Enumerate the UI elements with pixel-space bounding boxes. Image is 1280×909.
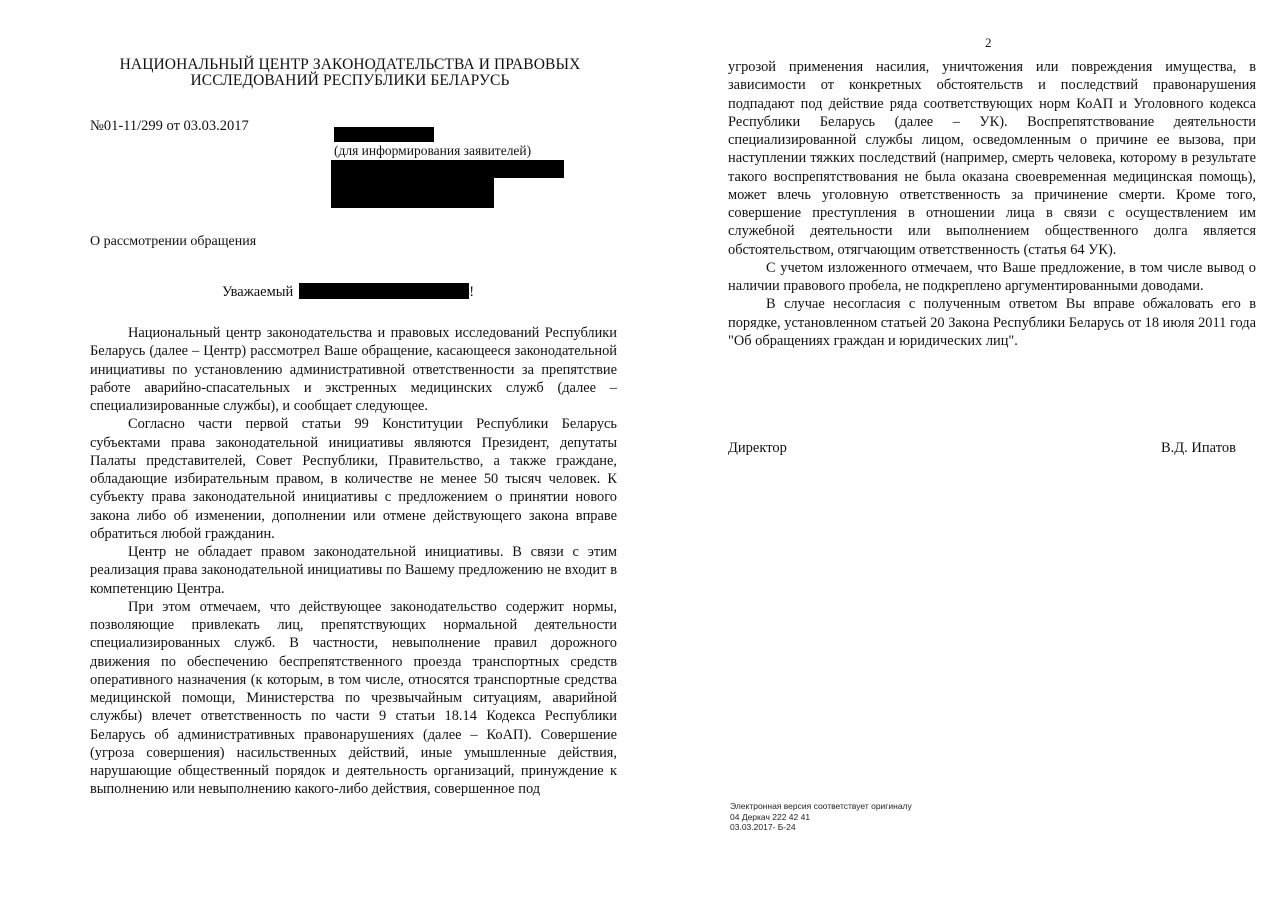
redacted-addressee-name [299, 283, 469, 299]
paragraph: Центр не обладает правом законодательной инициативы. В связи с этим реализация права законодательной инициативы по Вашему предложению не входит в компетенцию Центра. [90, 544, 617, 597]
paragraph: В случае несогласия с полученным ответом Вы вправе обжаловать его в порядке, установленном статьей 20 Закона Республики Беларусь от 18 июля 2011 года "Об обращениях граждан и юридических лиц". [728, 296, 1256, 349]
paragraph: Согласно части первой статьи 99 Конституции Республики Беларусь субъектами права законодательной инициативы являются Президент, депутаты Палаты представителей, Совет Республики, Правительство, а также граждане, обладающие избирательным правом, в количестве не менее 50 тысяч человек. К субъекту права законодательной инициативы с предложением о принятии нового закона либо об изменении, дополнении или отмене действующего закона вправе обратиться любой гражданин. [90, 416, 617, 542]
paragraph-continuation: угрозой применения насилия, уничтожения или повреждения имущества, в зависимости от конкретных обстоятельств и последствий правонарушения подпадают под действие ряда соответствующих норм КоАП и Уголовного кодекса Республики Беларусь (далее – УК). Воспрепятствование деятельности специализированной службы лицом, осведомленным о причине ее вызова, при наступлении тяжких последствий (например, смерть человека, которому в результате такого воспрепятствования не была оказана своевременная медицинская помощь), может влечь уголовную ответственность за причинение смерти. Кроме того, совершение преступления в отношении лица в связи с осуществлением им служебной деятельности или выполнением общественного долга является обстоятельством, отягчающим ответственность (статья 64 УК). [728, 59, 1256, 258]
redacted-recipient-name [334, 127, 434, 142]
greeting-prefix: Уважаемый [222, 284, 294, 300]
greeting [222, 283, 474, 301]
redacted-recipient-address-1 [331, 160, 564, 178]
page-number: 2 [985, 35, 992, 50]
redacted-recipient-address-2 [331, 177, 494, 208]
letter-subject: О рассмотрении обращения [90, 234, 257, 249]
signer-title: Директор [728, 440, 787, 456]
paragraph: При этом отмечаем, что действующее законодательство содержит нормы, позволяющие привлекать лиц, препятствующих нормальной деятельности специализированных служб. В частности, невыполнение правил дорожного движения по обеспечению беспрепятственного проезда транспортных средств оперативного назначения (к которым, в том числе, относятся транспортные средства медицинской помощи, Министерства по чрезвычайным ситуациям, аварийной службы) влечет ответственность по части 9 статьи 18.14 Кодекса Республики Беларусь об административных правонарушениях (далее – КоАП). Совершение (угроза совершения) насильственных действий, иные умышленные действия, нарушающие общественный порядок и деятельность организаций, принуждение к выполнению или невыполнению какого-либо действия, совершенное под [90, 598, 617, 798]
paragraph: Национальный центр законодательства и правовых исследований Республики Беларусь (далее – Центр) рассмотрел Ваше обращение, касающееся законодательной инициативы по установлению административной ответственности за препятствие работе аварийно-спасательных и экстренных медицинских служб (далее – специализированные службы), и сообщает следующее. [90, 325, 617, 414]
executor-footer [730, 801, 912, 833]
greeting-suffix: ! [469, 284, 475, 300]
footer-line: Электронная версия соответствует оригиналу [730, 801, 912, 811]
letter-body-continued [728, 58, 1256, 350]
footer-line: 04 Деркач 222 42 41 [730, 811, 811, 822]
registration-number: №01-11/299 от 03.03.2017 [90, 118, 249, 134]
paragraph: С учетом изложенного отмечаем, что Ваше предложение, в том числе вывод о наличии правового пробела, не подкреплено аргументированными доводами. [728, 259, 1256, 294]
letter-body [90, 324, 617, 799]
footer-line: 03.03.2017- Б-24 [730, 822, 796, 832]
organization-heading: НАЦИОНАЛЬНЫЙ ЦЕНТР ЗАКОНОДАТЕЛЬСТВА И ПРАВОВЫХ ИССЛЕДОВАНИЙ РЕСПУБЛИКИ БЕЛАРУСЬ [119, 56, 581, 89]
recipient-note: (для информирования заявителей) [334, 143, 532, 158]
signer-name: В.Д. Ипатов [1161, 440, 1236, 456]
